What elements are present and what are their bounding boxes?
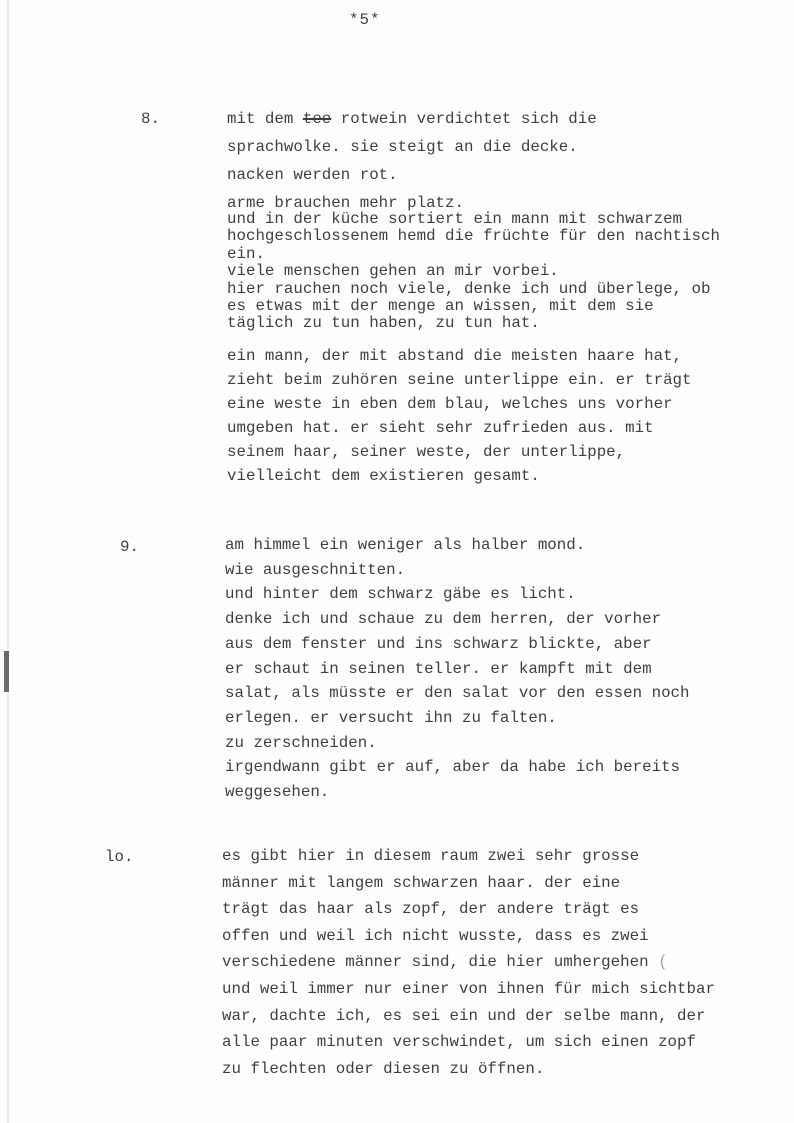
text-segment: und in der küche sortiert ein mann mit schwarzem <box>227 210 683 228</box>
text-line <box>227 298 794 315</box>
text-segment: eine weste in eben dem blau, welches uns vorher <box>227 394 673 413</box>
text-segment: wie ausgeschnitten. <box>225 560 406 579</box>
paragraph-block <box>227 344 794 488</box>
text-line <box>227 368 794 392</box>
text-line <box>222 923 794 950</box>
text-line <box>227 105 794 133</box>
text-line <box>225 582 794 607</box>
paragraph-block <box>225 533 794 805</box>
text-segment: hochgeschlossenem hemd die früchte für den nachtisch <box>227 227 720 246</box>
paragraph-block <box>227 211 794 333</box>
text-line <box>227 281 794 298</box>
text-line <box>222 843 794 870</box>
text-segment: männer mit langem schwarzen haar. der eine <box>222 873 621 892</box>
text-segment: viele menschen gehen an mir vorbei. <box>227 262 559 281</box>
section-10-number: lo. <box>105 848 134 866</box>
text-line <box>222 949 794 976</box>
section-9 <box>0 533 794 805</box>
text-segment: er schaut in seinen teller. er kampft mit dem <box>225 659 652 678</box>
text-segment: offen und weil ich nicht wusste, dass es zwei <box>222 926 649 945</box>
text-segment: irgendwann gibt er auf, aber da habe ich bereits <box>225 758 681 777</box>
text-segment: denke ich und schaue zu dem herren, der vorher <box>225 610 662 629</box>
text-segment: rotwein verdichtet sich die <box>331 110 597 128</box>
text-line <box>222 896 794 923</box>
struck-word: tee <box>302 110 332 128</box>
text-segment: weggesehen. <box>225 783 330 802</box>
text-segment: erlegen. er versucht ihn zu falten. <box>225 708 557 727</box>
text-segment: vielleicht dem existieren gesamt. <box>227 466 540 485</box>
text-line <box>227 464 794 488</box>
text-segment: verschiedene männer sind, die hier umhergehen <box>222 953 659 972</box>
text-line <box>225 607 794 632</box>
text-segment: umgeben hat. er sieht sehr zufrieden aus. mit <box>227 418 654 437</box>
text-line <box>222 1029 794 1056</box>
text-segment: und hinter dem schwarz gäbe es licht. <box>225 585 576 604</box>
text-line <box>222 1003 794 1030</box>
text-line <box>227 161 794 189</box>
text-line <box>227 416 794 440</box>
text-line <box>227 133 794 161</box>
text-line <box>225 755 794 780</box>
text-segment: täglich zu tun haben, zu tun hat. <box>227 314 540 333</box>
text-segment: es gibt hier in diesem raum zwei sehr grosse <box>222 847 640 865</box>
text-line <box>227 344 794 368</box>
section-9-number: 9. <box>120 538 139 556</box>
text-segment: zu zerschneiden. <box>225 733 377 752</box>
page-number: *5* <box>349 11 381 29</box>
text-segment: zu flechten oder diesen zu öffnen. <box>222 1059 545 1078</box>
section-9-body <box>225 533 794 805</box>
text-segment: war, dachte ich, es sei ein und der selbe mann, der <box>222 1006 706 1025</box>
text-segment: zieht beim zuhören seine unterlippe ein. er trägt <box>227 370 692 389</box>
text-line <box>227 392 794 416</box>
text-segment: ein. <box>227 244 265 263</box>
faint-character: ( <box>658 953 668 972</box>
text-line <box>225 632 794 657</box>
section-10 <box>0 843 794 1082</box>
text-segment: mit dem <box>227 110 303 128</box>
text-segment: seinem haar, seiner weste, der unterlippe, <box>227 442 626 461</box>
section-10-body <box>222 843 794 1082</box>
text-segment: salat, als müsste er den salat vor den essen noch <box>225 684 690 703</box>
text-line <box>227 263 794 280</box>
text-segment: trägt das haar als zopf, der andere trägt es <box>222 900 640 919</box>
text-segment: es etwas mit der menge an wissen, mit dem sie <box>227 297 654 316</box>
text-line <box>227 211 794 228</box>
text-segment: aus dem fenster und ins schwarz blickte, aber <box>225 634 652 653</box>
text-segment: arme brauchen mehr platz. <box>227 194 464 212</box>
text-segment: hier rauchen noch viele, denke ich und überlege, ob <box>227 279 711 298</box>
paragraph-block <box>222 843 794 1082</box>
text-segment: nacken werden rot. <box>227 166 398 184</box>
text-line <box>222 1056 794 1083</box>
text-line <box>225 681 794 706</box>
section-8-body <box>227 105 794 488</box>
text-segment: und weil immer nur einer von ihnen für mich sichtbar <box>222 979 715 998</box>
text-segment: am himmel ein weniger als halber mond. <box>225 536 586 554</box>
section-8-number: 8. <box>141 110 160 128</box>
text-line <box>225 706 794 731</box>
text-line <box>225 731 794 756</box>
text-line <box>222 976 794 1003</box>
paragraph-block <box>227 105 794 217</box>
text-segment: ein mann, der mit abstand die meisten haare hat, <box>227 346 683 365</box>
text-line <box>225 657 794 682</box>
text-segment: alle paar minuten verschwindet, um sich einen zopf <box>222 1033 696 1052</box>
text-line <box>225 558 794 583</box>
text-line <box>227 440 794 464</box>
section-8 <box>0 105 794 488</box>
text-line <box>227 246 794 263</box>
text-line <box>227 228 794 245</box>
text-line <box>225 780 794 805</box>
text-line <box>227 315 794 332</box>
text-line <box>225 533 794 558</box>
text-segment: sprachwolke. sie steigt an die decke. <box>227 138 578 156</box>
text-line <box>222 870 794 897</box>
